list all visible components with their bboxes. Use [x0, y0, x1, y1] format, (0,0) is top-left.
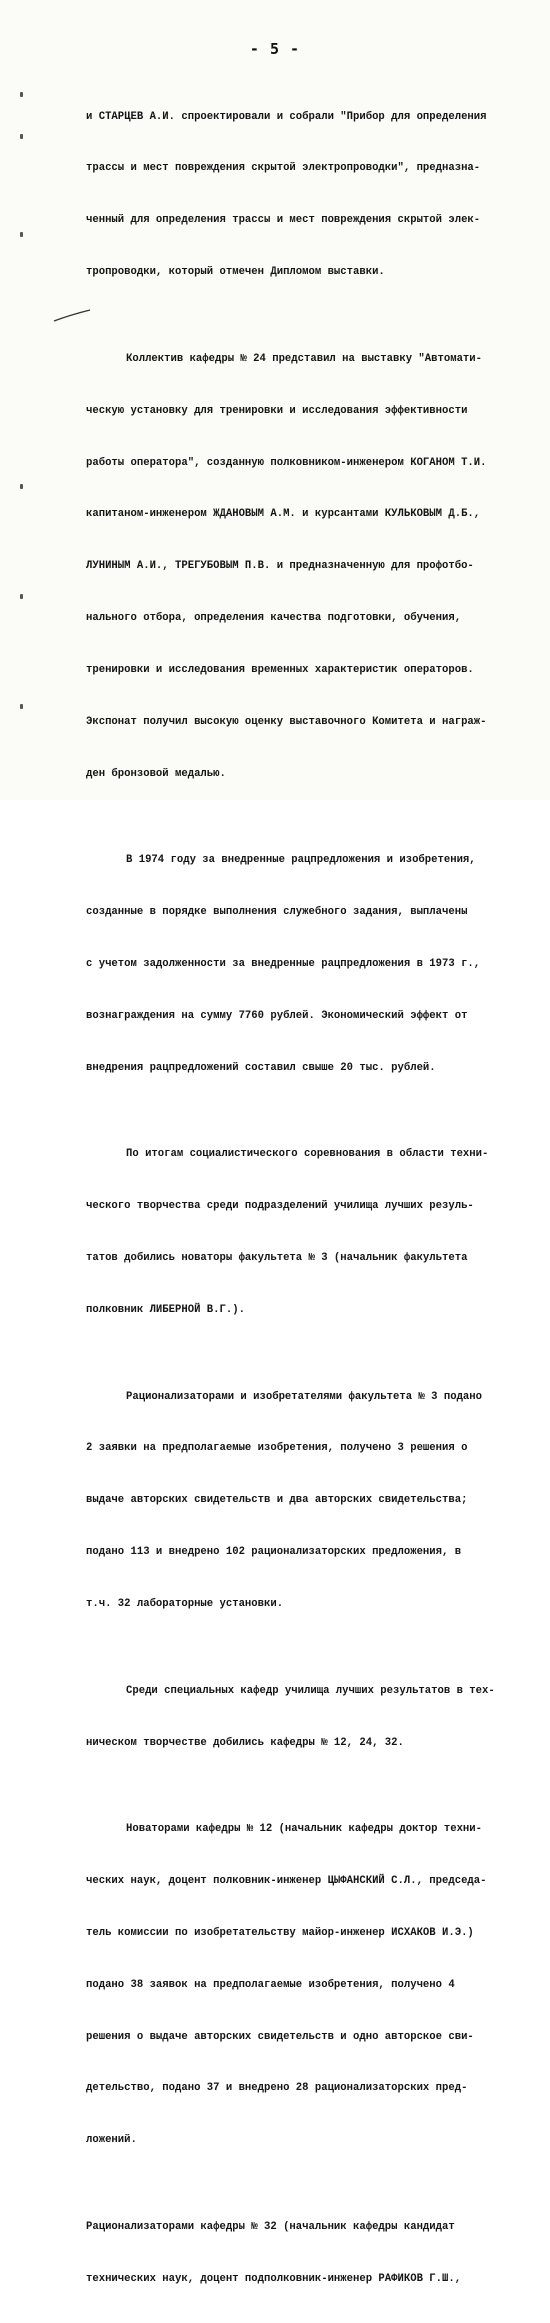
text-line: выдаче авторских свидетельств и два авторских свидетельства; [86, 1494, 468, 1507]
text-line: тренировки и исследования временных характеристик операторов. [86, 664, 474, 677]
paragraph [86, 818, 546, 1112]
text-line: вознаграждения на сумму 7760 рублей. Экономический эффект от [86, 1010, 468, 1023]
document-body [86, 74, 546, 2323]
paragraph [86, 1112, 546, 1354]
text-line: ческих наук, доцент полковник-инженер ЦЫФАНСКИЙ С.Л., председа- [86, 1874, 487, 1887]
text-line: и СТАРЦЕВ А.И. спроектировали и собрали "Прибор для определения [86, 110, 487, 123]
margin-punch-mark [20, 594, 23, 599]
margin-punch-mark [20, 232, 23, 237]
text-line: созданные в порядке выполнения служебного задания, выплачены [86, 906, 468, 919]
text-line: ложений. [86, 2134, 137, 2147]
text-line: тропроводки, который отмечен Дипломом выставки. [86, 266, 385, 279]
paragraph [86, 316, 546, 818]
text-line: Рационализаторами кафедры № 32 (начальник кафедры кандидат [86, 2220, 455, 2233]
text-line: тель комиссии по изобретательству майор-инженер ИСХАКОВ И.Э.) [86, 1926, 474, 1939]
text-line: ченный для определения трассы и мест повреждения скрытой элек- [86, 214, 481, 227]
text-line: трассы и мест повреждения скрытой электропроводки", предназна- [86, 162, 481, 175]
text-line: ческую установку для тренировки и исследования эффективности [86, 404, 468, 417]
text-line: внедрения рацпредложений составил свыше 20 тыс. рублей. [86, 1061, 436, 1074]
text-line: полковник ЛИБЕРНОЙ В.Г.). [86, 1304, 245, 1317]
text-line: с учетом задолженности за внедренные рацпредложения в 1973 г., [86, 958, 481, 971]
text-line: Экспонат получил высокую оценку выставочного Комитета и награж- [86, 715, 487, 728]
text-line: нального отбора, определения качества подготовки, обучения, [86, 612, 462, 625]
text-line: ческого творчества среди подразделений училища лучших резуль- [86, 1200, 474, 1213]
text-line: По итогам социалистического соревнования в области техни- [126, 1148, 489, 1161]
text-line: т.ч. 32 лабораторные установки. [86, 1598, 284, 1611]
paragraph [86, 74, 546, 316]
text-line: решения о выдаче авторских свидетельств и одно авторское сви- [86, 2030, 474, 2043]
text-line: детельство, подано 37 и внедрено 28 рационализаторских пред- [86, 2082, 468, 2095]
text-line: технических наук, доцент подполковник-инженер РАФИКОВ Г.Ш., [86, 2272, 462, 2285]
paragraph [86, 1354, 546, 1648]
text-line: татов добились новаторы факультета № 3 (начальник факультета [86, 1252, 468, 1265]
text-line: капитаном-инженером ЖДАНОВЫМ А.М. и курсантами КУЛЬКОВЫМ Д.Б., [86, 508, 481, 521]
margin-punch-mark [20, 484, 23, 489]
text-line: ЛУНИНЫМ А.И., ТРЕГУБОВЫМ П.В. и предназначенную для профотбо- [86, 560, 474, 573]
text-line: В 1974 году за внедренные рацпредложения и изобретения, [126, 854, 476, 867]
text-line: 2 заявки на предполагаемые изобретения, получено 3 решения о [86, 1442, 468, 1455]
text-line: Среди специальных кафедр училища лучших результатов в тех- [126, 1684, 495, 1697]
page-number: - 5 - [249, 40, 301, 58]
text-line: работы оператора", созданную полковником-инженером КОГАНОМ Т.И. [86, 456, 487, 469]
text-line: ден бронзовой медалью. [86, 767, 226, 780]
margin-punch-mark [20, 704, 23, 709]
text-line: подано 113 и внедрено 102 рационализаторских предложения, в [86, 1546, 462, 1559]
paragraph [86, 1648, 546, 1786]
text-line: ническом творчестве добились кафедры № 12, 24, 32. [86, 1736, 404, 1749]
margin-punch-mark [20, 134, 23, 139]
text-line: Новаторами кафедры № 12 (начальник кафедры доктор техни- [126, 1822, 483, 1835]
margin-punch-mark [20, 92, 23, 97]
text-line: Рационализаторами и изобретателями факультета № 3 подано [126, 1390, 483, 1403]
text-line: Коллектив кафедры № 24 представил на выставку "Автомати- [126, 352, 483, 365]
paragraph [86, 1786, 546, 2184]
paragraph [86, 2184, 546, 2322]
text-line: подано 38 заявок на предполагаемые изобретения, получено 4 [86, 1978, 455, 1991]
